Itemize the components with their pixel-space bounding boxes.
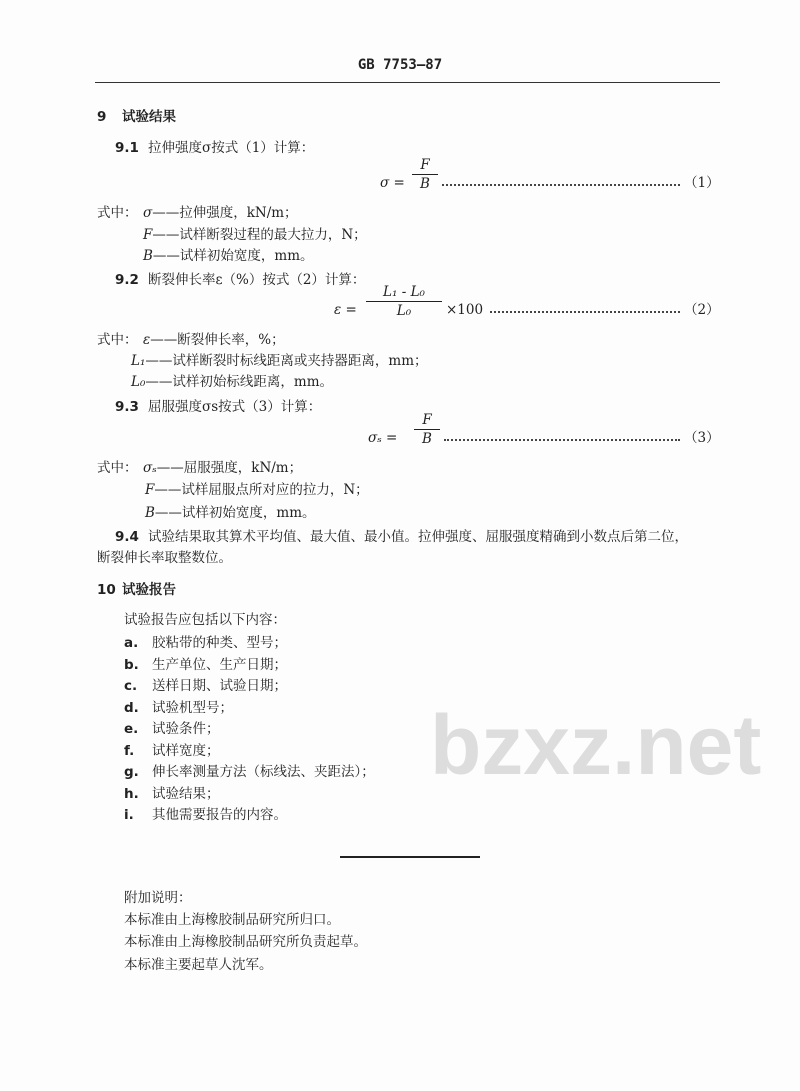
report-item-key: c. [124, 678, 138, 694]
definition: F——试样屈服点所对应的拉力，N； [145, 482, 369, 498]
formula-3-fraction [414, 411, 440, 448]
report-item-text: 试样宽度； [152, 742, 220, 759]
denominator: B [422, 431, 432, 447]
definition: σ——拉伸强度，kN/m； [143, 205, 298, 221]
clause-9-3-number: 9.3 [115, 399, 139, 415]
report-item-text: 伸长率测量方法（标线法、夹距法）； [152, 764, 375, 780]
equation-number-3: （3） [684, 430, 720, 446]
clause-9-4-text: 试验结果取其算术平均值、最大值、最小值。拉伸强度、屈服强度精确到小数点后第二位， [148, 529, 688, 545]
section-9-title: 试验结果 [122, 109, 176, 125]
definition: B——试样初始宽度，mm。 [145, 505, 316, 521]
clause-9-3-text: 屈服强度σs按式（3）计算： [148, 399, 322, 415]
report-item-key: e. [124, 721, 139, 737]
end-rule [340, 856, 480, 858]
section-10-title: 试验报告 [122, 582, 176, 598]
definition: B——试样初始宽度，mm。 [143, 248, 314, 264]
leader-dots [442, 184, 680, 186]
header-rule [95, 82, 720, 83]
report-intro: 试验报告应包括以下内容： [124, 612, 286, 628]
definition: L₀——试样初始标线距离，mm。 [131, 374, 333, 390]
report-item-text: 生产单位、生产日期； [152, 656, 287, 673]
clause-9-4-text-cont: 断裂伸长率取整数位。 [97, 550, 232, 566]
report-item-key: g. [124, 764, 139, 780]
report-item-key: i. [124, 807, 134, 823]
clause-9-2-text: 断裂伸长率ε（%）按式（2）计算： [148, 272, 366, 288]
numerator: F [412, 156, 438, 175]
clause-9-2-number: 9.2 [115, 272, 139, 288]
note-line: 本标准由上海橡胶制品研究所归口。 [124, 912, 340, 928]
clause-9-1-text: 拉伸强度σ按式（1）计算： [148, 140, 315, 156]
note-line: 本标准由上海橡胶制品研究所负责起草。 [124, 934, 367, 950]
report-item-key: h. [124, 785, 139, 802]
report-item-text: 试验机型号； [152, 699, 233, 716]
note-line: 本标准主要起草人沈军。 [124, 957, 273, 973]
report-item-text: 送样日期、试验日期； [152, 678, 287, 694]
report-item-text: 试验条件； [152, 721, 220, 737]
equation-number-2: （2） [684, 302, 720, 318]
report-item-key: f. [124, 742, 135, 759]
definition: ε——断裂伸长率，%； [143, 332, 285, 348]
definition: L₁——试样断裂时标线距离或夹持器距离，mm； [131, 353, 428, 369]
clause-9-1-number: 9.1 [115, 140, 139, 156]
formula-1-lhs: σ = [380, 175, 405, 191]
report-item-text: 胶粘带的种类、型号； [152, 635, 287, 651]
where-label: 式中： [97, 332, 138, 348]
leader-dots [444, 439, 680, 441]
formula-2-fraction [366, 283, 442, 320]
report-item-text: 试验结果； [152, 785, 220, 802]
page-header: GB 7753—87 [357, 57, 443, 73]
formula-2-multiplier: ×100 [446, 302, 484, 318]
denominator: L₀ [396, 303, 412, 319]
definition: σₛ——屈服强度，kN/m； [143, 460, 303, 476]
equation-number-1: （1） [684, 175, 720, 191]
report-item-key: d. [124, 699, 139, 716]
definition: F——试样断裂过程的最大拉力，N； [143, 227, 367, 243]
formula-1-fraction [412, 156, 438, 193]
where-label: 式中： [97, 460, 138, 476]
section-9-number: 9 [97, 109, 107, 125]
where-label: 式中： [97, 205, 138, 221]
formula-2-lhs: ε = [334, 302, 357, 318]
report-item-key: b. [124, 656, 139, 673]
notes-title: 附加说明： [124, 890, 192, 906]
numerator: L₁ - L₀ [366, 283, 442, 302]
report-item-key: a. [124, 635, 139, 651]
section-10-number: 10 [97, 582, 116, 598]
leader-dots [490, 311, 680, 313]
numerator: F [414, 411, 440, 430]
watermark: bzxz.net [430, 698, 762, 792]
denominator: B [420, 176, 430, 192]
clause-9-4-number: 9.4 [115, 529, 139, 545]
formula-3-lhs: σₛ = [368, 430, 398, 446]
report-item-text: 其他需要报告的内容。 [152, 807, 287, 823]
